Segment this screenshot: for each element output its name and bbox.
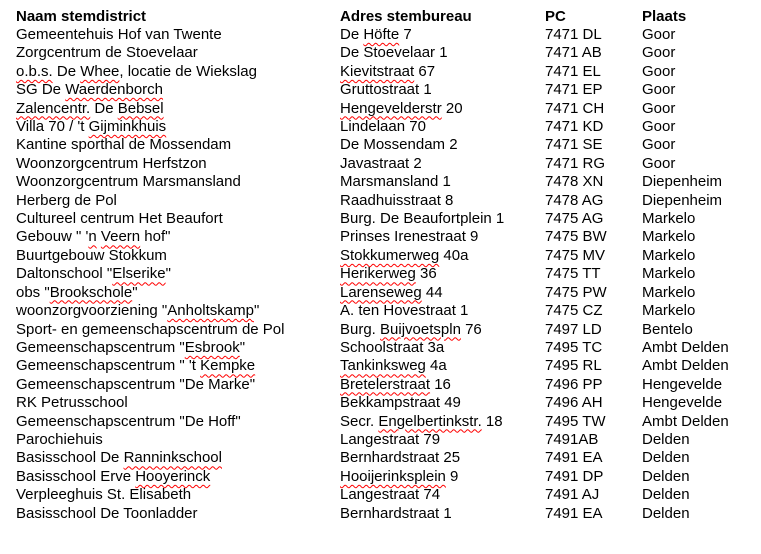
cell-plaats: Delden (642, 449, 690, 467)
cell-pc: 7471 AB (545, 44, 602, 62)
cell-plaats: Diepenheim (642, 173, 723, 191)
cell-adres-stembureau-text: Burg. De Beaufortplein 1 (340, 210, 505, 228)
cell-adres-stembureau (340, 357, 545, 375)
cell-adres-stembureau-text: 67 (414, 62, 436, 80)
cell-adres-stembureau-text: De (340, 26, 364, 43)
cell-adres-stembureau-text: Bekkampstraat 49 (340, 394, 461, 412)
cell-adres-stembureau-text: 4a (425, 357, 447, 375)
cell-naam-stemdistrict (16, 486, 340, 504)
cell-naam-stemdistrict (16, 155, 340, 173)
cell-naam-stemdistrict-text: , locatie de Wiekslag (119, 62, 257, 80)
cell-naam-stemdistrict (16, 468, 340, 486)
cell-plaats: Markelo (642, 210, 696, 228)
cell-adres-stembureau-word: Tankinksweg (340, 357, 426, 375)
cell-naam-stemdistrict (16, 284, 340, 302)
table-row (16, 210, 756, 228)
cell-plaats: Markelo (642, 283, 696, 301)
cell-adres-stembureau-word: Kievitstraat (340, 62, 415, 80)
cell-naam-stemdistrict-word: Zalencentr. (16, 99, 91, 117)
cell-naam-stemdistrict-text: Zorgcentrum de Stoevelaar (16, 44, 198, 62)
cell-adres-stembureau-text: Gruttostraat 1 (340, 81, 432, 99)
cell-adres-stembureau (340, 192, 545, 210)
cell-pc: 7491 AJ (545, 486, 600, 504)
cell-naam-stemdistrict-word: n (88, 228, 97, 246)
cell-naam-stemdistrict (16, 505, 340, 523)
table-row (16, 486, 756, 504)
cell-naam-stemdistrict-word: Ranninkschool (123, 449, 222, 467)
cell-adres-stembureau (340, 302, 545, 320)
cell-adres-stembureau-text: Schoolstraat 3a (340, 338, 445, 356)
cell-naam-stemdistrict-text: Gemeenschapscentrum "De Marke" (16, 375, 256, 393)
cell-naam-stemdistrict (16, 118, 340, 136)
cell-pc: 7491AB (545, 430, 599, 448)
cell-naam-stemdistrict-text: woonzorgvoorziening " (16, 302, 168, 320)
cell-plaats: Goor (642, 81, 676, 99)
cell-naam-stemdistrict-word: Esbrook (184, 338, 240, 356)
cell-plaats: Markelo (642, 265, 696, 283)
cell-naam-stemdistrict (16, 394, 340, 412)
cell-naam-stemdistrict (16, 449, 340, 467)
cell-naam-stemdistrict-text: " (253, 302, 260, 320)
cell-naam-stemdistrict (16, 339, 340, 357)
cell-adres-stembureau-text: A. ten Hovestraat 1 (340, 302, 469, 320)
cell-adres-stembureau (340, 44, 545, 62)
cell-plaats: Goor (642, 26, 676, 43)
cell-pc: 7471 EL (545, 62, 601, 80)
cell-plaats: Ambt Delden (642, 338, 729, 356)
cell-pc: 7496 AH (545, 394, 603, 412)
cell-naam-stemdistrict-text: Gebouw " ' (16, 228, 89, 246)
cell-adres-stembureau-text: 20 (441, 99, 463, 117)
cell-naam-stemdistrict (16, 210, 340, 228)
cell-naam-stemdistrict (16, 321, 340, 339)
cell-pc: 7475 MV (545, 246, 606, 264)
cell-plaats: Goor (642, 62, 676, 80)
cell-adres-stembureau-text: Raadhuisstraat 8 (340, 191, 454, 209)
cell-adres-stembureau-text: Marsmansland 1 (340, 173, 451, 191)
cell-adres-stembureau (340, 505, 545, 523)
cell-naam-stemdistrict (16, 81, 340, 99)
cell-adres-stembureau (340, 413, 545, 431)
cell-naam-stemdistrict-text: Gemeenschapscentrum " 't (16, 357, 201, 375)
cell-naam-stemdistrict-text: Daltonschool " (16, 265, 113, 283)
cell-plaats: Delden (642, 504, 690, 522)
cell-naam-stemdistrict (16, 192, 340, 210)
cell-naam-stemdistrict-word: Anholtskamp (167, 302, 254, 320)
cell-pc: 7475 PW (545, 283, 607, 301)
table-row (16, 413, 756, 431)
cell-naam-stemdistrict-text: De (90, 99, 118, 117)
cell-adres-stembureau (340, 265, 545, 283)
cell-plaats: Ambt Delden (642, 412, 729, 430)
cell-adres-stembureau-text: Lindelaan 70 (340, 118, 426, 136)
cell-naam-stemdistrict-text: Basisschool De (16, 449, 124, 467)
cell-naam-stemdistrict-text: " (132, 283, 138, 301)
cell-naam-stemdistrict-text: Cultureel centrum Het Beaufort (16, 210, 223, 228)
cell-pc: 7471 CH (545, 99, 605, 117)
cell-plaats: Goor (642, 118, 676, 136)
cell-pc: 7471 KD (545, 118, 604, 136)
cell-adres-stembureau (340, 228, 545, 246)
cell-adres-stembureau-word: Stokkumerweg (340, 246, 440, 264)
cell-plaats: Ambt Delden (642, 357, 729, 375)
cell-adres-stembureau-word: Engelbertinkstr. (378, 412, 482, 430)
table-row (16, 155, 756, 173)
cell-plaats: Bentelo (642, 320, 693, 338)
cell-adres-stembureau (340, 376, 545, 394)
header-row (16, 7, 756, 26)
table-row (16, 81, 756, 99)
cell-adres-stembureau-text: 40a (439, 246, 469, 264)
table-row (16, 265, 756, 283)
cell-pc: 7491 EA (545, 449, 603, 467)
cell-pc: 7475 TT (545, 265, 601, 283)
cell-pc: 7491 DP (545, 467, 604, 485)
cell-plaats: Goor (642, 136, 676, 154)
cell-naam-stemdistrict (16, 100, 340, 118)
table-row (16, 247, 756, 265)
cell-pc: 7475 CZ (545, 302, 603, 320)
cell-plaats: Markelo (642, 228, 696, 246)
table-row (16, 44, 756, 62)
cell-pc: 7496 PP (545, 375, 603, 393)
cell-naam-stemdistrict (16, 247, 340, 265)
cell-plaats: Diepenheim (642, 191, 723, 209)
cell-naam-stemdistrict (16, 431, 340, 449)
table-row (16, 339, 756, 357)
cell-plaats: Delden (642, 430, 690, 448)
cell-adres-stembureau-word: Höfte (363, 26, 400, 43)
cell-adres-stembureau (340, 431, 545, 449)
header-adres-stembureau: Adres stembureau (340, 8, 472, 25)
cell-adres-stembureau-word: Herikerweg (340, 265, 416, 283)
cell-adres-stembureau (340, 155, 545, 173)
cell-pc: 7495 TW (545, 412, 606, 430)
cell-naam-stemdistrict-text: Gemeentehuis Hof van Twente (16, 26, 222, 43)
cell-naam-stemdistrict-text: Sport- en gemeenschapscentrum de Pol (16, 320, 285, 338)
cell-naam-stemdistrict-word: Whee (80, 62, 120, 80)
table-row (16, 284, 756, 302)
table-row (16, 100, 756, 118)
cell-adres-stembureau (340, 486, 545, 504)
cell-adres-stembureau (340, 63, 545, 81)
cell-adres-stembureau-word: Bretelerstraat (340, 375, 431, 393)
cell-adres-stembureau-text: 16 (430, 375, 451, 393)
cell-adres-stembureau-text: De Stoevelaar 1 (340, 44, 448, 62)
header-pc: PC (545, 8, 566, 25)
cell-plaats: Goor (642, 44, 676, 62)
cell-adres-stembureau-text: 7 (399, 26, 412, 43)
header-naam-stemdistrict: Naam stemdistrict (16, 8, 147, 25)
cell-naam-stemdistrict-text: RK Petrusschool (16, 394, 128, 412)
cell-naam-stemdistrict-text: SG De (16, 81, 66, 99)
cell-adres-stembureau-word: Larenseweg (340, 283, 422, 301)
cell-naam-stemdistrict-text: hof" (140, 228, 171, 246)
cell-plaats: Delden (642, 467, 690, 485)
table-row (16, 431, 756, 449)
cell-naam-stemdistrict-word: Brookschole (49, 283, 133, 301)
cell-naam-stemdistrict-text: Basisschool Erve (16, 467, 136, 485)
cell-adres-stembureau (340, 394, 545, 412)
cell-naam-stemdistrict (16, 63, 340, 81)
cell-adres-stembureau-text: 36 (415, 265, 437, 283)
cell-pc: 7471 EP (545, 81, 603, 99)
stemdistricten-sheet (16, 7, 756, 523)
cell-adres-stembureau-text: 9 (445, 467, 459, 485)
cell-adres-stembureau-text: Bernhardstraat 1 (340, 504, 452, 522)
cell-naam-stemdistrict (16, 173, 340, 191)
table-row (16, 376, 756, 394)
cell-adres-stembureau-text: 76 (460, 320, 482, 338)
cell-naam-stemdistrict-word: Hooyerinck (135, 467, 211, 485)
table-row (16, 26, 756, 44)
cell-naam-stemdistrict (16, 357, 340, 375)
cell-naam-stemdistrict (16, 302, 340, 320)
cell-naam-stemdistrict (16, 26, 340, 44)
cell-plaats: Markelo (642, 302, 696, 320)
cell-naam-stemdistrict-text: Verpleeghuis St. Elisabeth (16, 486, 192, 504)
cell-naam-stemdistrict (16, 413, 340, 431)
table-row (16, 63, 756, 81)
cell-adres-stembureau-word: Hooijerinksplein (340, 467, 446, 485)
stemdistricten-table (16, 7, 756, 523)
cell-adres-stembureau (340, 210, 545, 228)
table-row (16, 192, 756, 210)
table-row (16, 136, 756, 154)
table-row (16, 468, 756, 486)
cell-adres-stembureau (340, 339, 545, 357)
cell-adres-stembureau-text: Secr. (340, 412, 379, 430)
cell-pc: 7475 BW (545, 228, 607, 246)
cell-naam-stemdistrict-text: Parochiehuis (16, 430, 103, 448)
cell-plaats: Hengevelde (642, 375, 723, 393)
cell-adres-stembureau (340, 468, 545, 486)
cell-naam-stemdistrict (16, 265, 340, 283)
cell-adres-stembureau-text: Javastraat 2 (340, 154, 422, 172)
cell-naam-stemdistrict-word: Waerdenborch (65, 81, 164, 99)
cell-naam-stemdistrict-text: Herberg de Pol (16, 191, 117, 209)
cell-naam-stemdistrict-text: Buurtgebouw Stokkum (16, 246, 167, 264)
cell-adres-stembureau-text: Langestraat 79 (340, 430, 441, 448)
cell-adres-stembureau (340, 81, 545, 99)
table-row (16, 449, 756, 467)
cell-naam-stemdistrict-word: Gijminkhuis (88, 118, 167, 136)
header-plaats: Plaats (642, 8, 687, 25)
cell-pc: 7495 TC (545, 338, 603, 356)
cell-naam-stemdistrict-text: Woonzorgcentrum Herfstzon (16, 154, 207, 172)
cell-adres-stembureau-text: Burg. (340, 320, 381, 338)
cell-pc: 7495 RL (545, 357, 602, 375)
cell-naam-stemdistrict-text: Gemeenschapscentrum " (16, 338, 185, 356)
cell-pc: 7478 AG (545, 191, 604, 209)
cell-naam-stemdistrict (16, 376, 340, 394)
cell-naam-stemdistrict-text: Basisschool De Toonladder (16, 504, 198, 522)
cell-adres-stembureau-text: Langestraat 74 (340, 486, 441, 504)
cell-naam-stemdistrict-text: obs " (16, 283, 50, 301)
cell-adres-stembureau (340, 173, 545, 191)
cell-naam-stemdistrict-text: Woonzorgcentrum Marsmansland (16, 173, 241, 191)
cell-adres-stembureau (340, 26, 545, 44)
table-row (16, 173, 756, 191)
cell-adres-stembureau-text: 44 (421, 283, 443, 301)
cell-naam-stemdistrict-text: Kantine sporthal de Mossendam (16, 136, 232, 154)
cell-adres-stembureau (340, 321, 545, 339)
cell-adres-stembureau-text: 18 (481, 412, 503, 430)
cell-adres-stembureau (340, 136, 545, 154)
cell-naam-stemdistrict-text: Gemeenschapscentrum "De Hoff" (16, 412, 241, 430)
cell-pc: 7471 DL (545, 26, 602, 43)
table-row (16, 321, 756, 339)
cell-naam-stemdistrict-word: Elserike (112, 265, 166, 283)
cell-naam-stemdistrict (16, 44, 340, 62)
cell-pc: 7475 AG (545, 210, 604, 228)
cell-naam-stemdistrict-word: Veern (100, 228, 141, 246)
cell-naam-stemdistrict-text: " (239, 338, 246, 356)
cell-pc: 7471 RG (545, 154, 606, 172)
cell-pc: 7497 LD (545, 320, 602, 338)
cell-adres-stembureau-word: Buijvoetspln (380, 320, 461, 338)
cell-naam-stemdistrict (16, 136, 340, 154)
cell-adres-stembureau-text: Bernhardstraat 25 (340, 449, 461, 467)
table-row (16, 505, 756, 523)
cell-adres-stembureau-text: Prinses Irenestraat 9 (340, 228, 479, 246)
cell-plaats: Goor (642, 154, 676, 172)
cell-plaats: Goor (642, 99, 676, 117)
cell-naam-stemdistrict-text: Villa 70 / 't (16, 118, 89, 136)
table-row (16, 357, 756, 375)
cell-adres-stembureau-text: De Mossendam 2 (340, 136, 458, 154)
table-row (16, 118, 756, 136)
cell-naam-stemdistrict-word: Kempke (200, 357, 256, 375)
cell-plaats: Delden (642, 486, 690, 504)
cell-pc: 7491 EA (545, 504, 603, 522)
cell-adres-stembureau (340, 247, 545, 265)
cell-naam-stemdistrict-word: o.b.s. (16, 62, 53, 80)
cell-pc: 7478 XN (545, 173, 604, 191)
cell-adres-stembureau (340, 118, 545, 136)
cell-adres-stembureau (340, 449, 545, 467)
cell-adres-stembureau-word: Hengevelderstr (340, 99, 442, 117)
cell-pc: 7471 SE (545, 136, 603, 154)
cell-naam-stemdistrict-text: " (165, 265, 171, 283)
table-row (16, 302, 756, 320)
cell-adres-stembureau (340, 100, 545, 118)
cell-plaats: Markelo (642, 246, 696, 264)
cell-plaats: Hengevelde (642, 394, 723, 412)
table-row (16, 394, 756, 412)
cell-adres-stembureau (340, 284, 545, 302)
cell-naam-stemdistrict (16, 228, 340, 246)
table-row (16, 228, 756, 246)
table-body (16, 26, 756, 523)
cell-naam-stemdistrict-word: Bebsel (117, 99, 164, 117)
cell-naam-stemdistrict-text: De (52, 62, 81, 80)
